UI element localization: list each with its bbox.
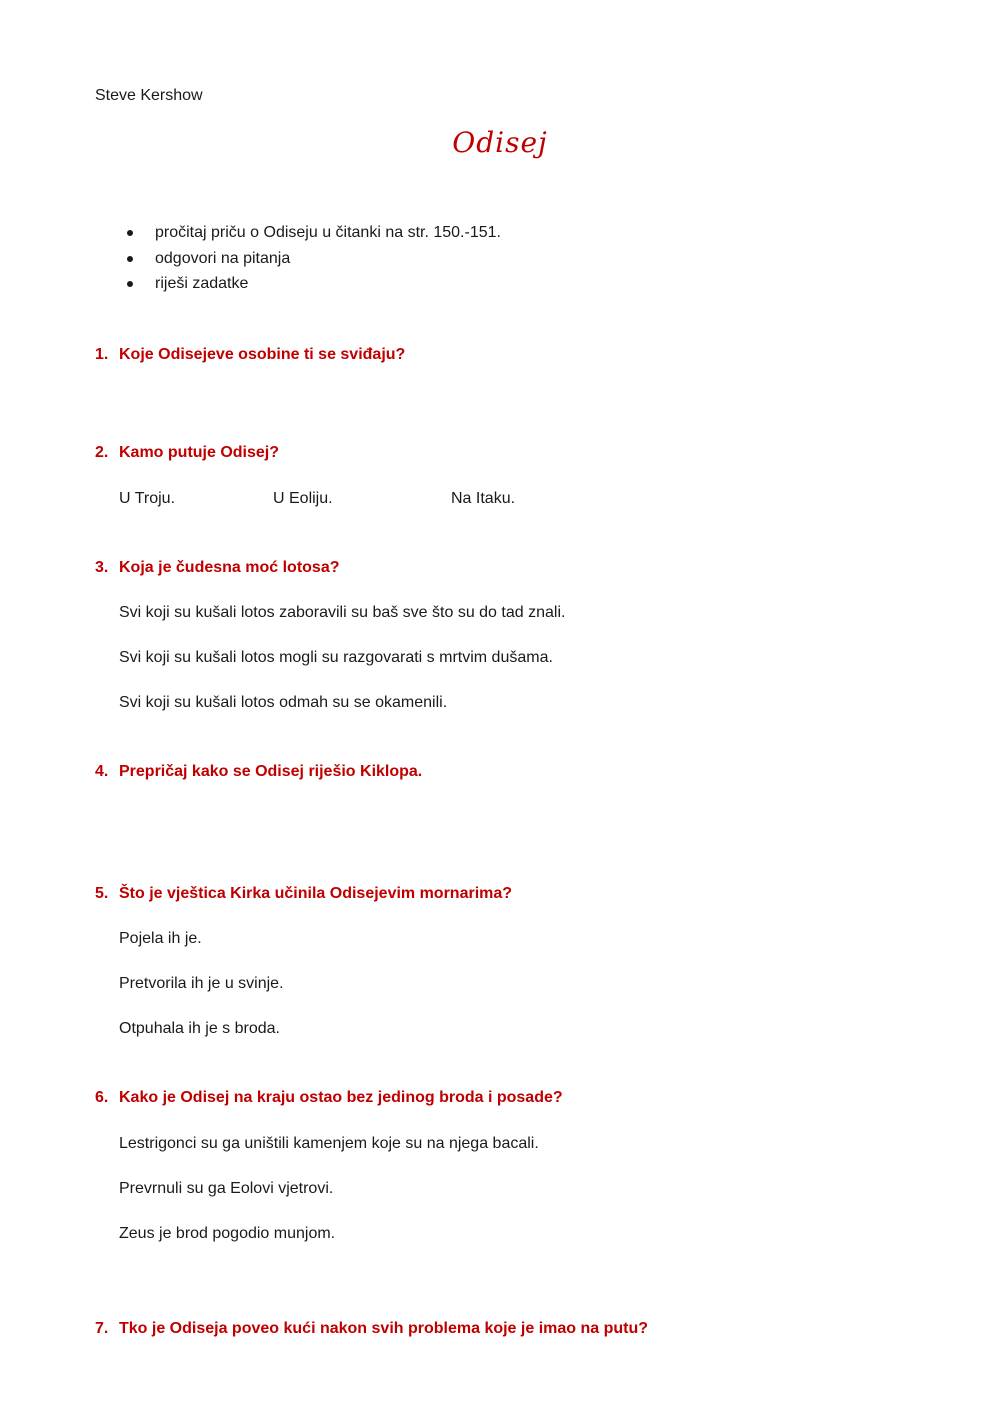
question-number: 2. <box>95 444 109 461</box>
question-5 <box>95 885 512 903</box>
answer-option[interactable]: Zeus je brod pogodio munjom. <box>119 1225 336 1242</box>
question-3 <box>95 559 340 577</box>
question-1 <box>95 346 405 364</box>
question-2 <box>95 444 279 462</box>
page-title: Odisej <box>452 126 548 159</box>
question-number: 3. <box>95 559 109 576</box>
question-number: 4. <box>95 763 109 780</box>
answer-option[interactable]: Pojela ih je. <box>119 930 202 947</box>
author-name: Steve Kershow <box>95 87 203 104</box>
instruction-item: riješi zadatke <box>125 273 501 299</box>
question-number: 6. <box>95 1089 109 1106</box>
question-4 <box>95 763 422 781</box>
question-number: 5. <box>95 885 109 902</box>
question-text: Kamo putuje Odisej? <box>119 444 280 461</box>
answer-option[interactable]: Svi koji su kušali lotos odmah su se okamenili. <box>119 694 448 711</box>
question-number: 7. <box>95 1320 109 1337</box>
answer-option[interactable]: U Eoliju. <box>273 490 333 507</box>
answer-option[interactable]: Na Itaku. <box>451 490 516 507</box>
answer-option[interactable]: Pretvorila ih je u svinje. <box>119 975 284 992</box>
question-6 <box>95 1089 563 1107</box>
question-text: Koja je čudesna moć lotosa? <box>119 559 340 576</box>
answer-option[interactable]: Lestrigonci su ga uništili kamenjem koje su na njega bacali. <box>119 1135 539 1152</box>
answer-option[interactable]: U Troju. <box>119 490 176 507</box>
question-text: Tko je Odiseja poveo kući nakon svih problema koje je imao na putu? <box>119 1320 649 1337</box>
question-text: Što je vještica Kirka učinila Odisejevim mornarima? <box>119 885 513 902</box>
answer-option[interactable]: Svi koji su kušali lotos zaboravili su baš sve što su do tad znali. <box>119 604 566 621</box>
answer-option[interactable]: Otpuhala ih je s broda. <box>119 1020 280 1037</box>
question-text: Kako je Odisej na kraju ostao bez jedinog broda i posade? <box>119 1089 563 1106</box>
instruction-item: odgovori na pitanja <box>125 248 501 274</box>
question-text: Prepričaj kako se Odisej riješio Kiklopa. <box>119 763 423 780</box>
instruction-list <box>125 222 501 299</box>
instruction-item: pročitaj priču o Odiseju u čitanki na str. 150.-151. <box>125 222 501 248</box>
question-text: Koje Odisejeve osobine ti se sviđaju? <box>119 346 406 363</box>
answer-option[interactable]: Svi koji su kušali lotos mogli su razgovarati s mrtvim dušama. <box>119 649 553 666</box>
answer-option[interactable]: Prevrnuli su ga Eolovi vjetrovi. <box>119 1180 334 1197</box>
question-number: 1. <box>95 346 109 363</box>
question-7 <box>95 1320 648 1338</box>
